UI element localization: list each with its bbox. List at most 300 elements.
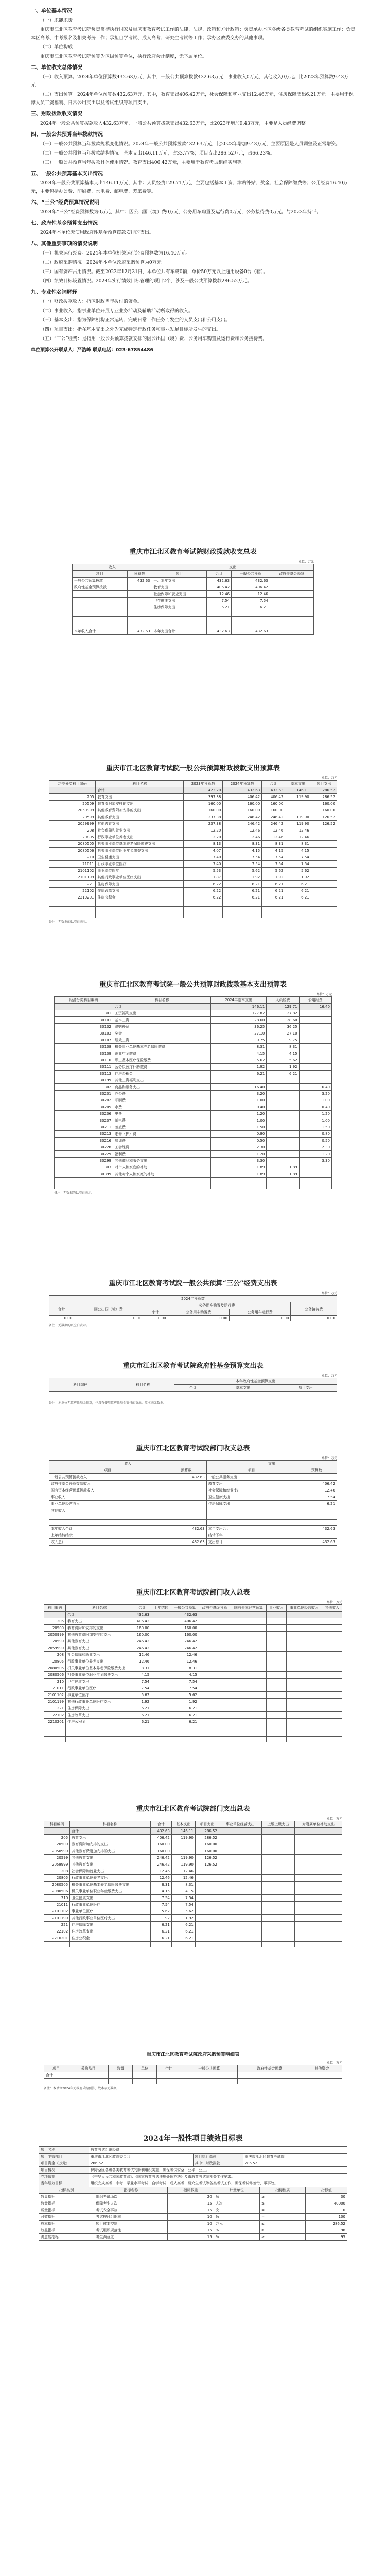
table-cell: 6.21 — [223, 888, 262, 894]
table-cell — [299, 1024, 331, 1030]
table-cell — [199, 1699, 231, 1705]
table-3-section — [0, 979, 386, 1195]
table-cell: 432.63 — [232, 628, 270, 635]
table-cell — [267, 1111, 299, 1117]
table-row — [49, 1487, 337, 1494]
table-cell — [267, 1183, 299, 1189]
table-row — [44, 1888, 342, 1895]
table-note: 备注：本单位2024年无政府采购预算，故本表无数据。 — [44, 2087, 120, 2090]
table-cell — [211, 1077, 267, 1084]
col-header: 一般公共预算 — [171, 1605, 199, 1612]
unit-label: 单位：万元 — [321, 1456, 337, 1460]
table-cell — [49, 907, 96, 912]
table-cell: 行政事业单位医疗 — [66, 1685, 133, 1692]
col-header: 科目名称 — [70, 1821, 150, 1828]
table-cell — [286, 1725, 322, 1731]
table-cell — [295, 1908, 342, 1915]
three-public-expense-table — [49, 1295, 337, 1321]
col-header: 项目 — [44, 2065, 68, 2072]
table-cell: 事业收入 — [49, 1494, 166, 1501]
field-label: 项目执行单位 — [193, 2154, 243, 2160]
paragraph: （四）项目支出：指在基本支出之外为完成特定行政任务和事业发展目标所发生的支出。 — [40, 327, 221, 332]
table-cell — [261, 1928, 294, 1935]
table-cell — [68, 2079, 108, 2084]
table-cell — [195, 1915, 219, 1922]
table-cell: 12.46 — [171, 1868, 195, 1875]
table-cell: 10 — [168, 2221, 214, 2227]
table-row — [44, 1665, 342, 1672]
table-cell — [151, 1705, 171, 1712]
col-header: 一般公共预算 — [181, 2065, 237, 2072]
table-cell — [68, 2072, 108, 2079]
table-cell: 8.31 — [267, 1044, 299, 1050]
table-cell: 160.00 — [133, 1625, 151, 1632]
table-cell: 行政事业单位养老支出 — [70, 1875, 150, 1882]
table-cell — [322, 1737, 342, 1742]
table-row — [55, 1071, 332, 1077]
table-cell — [199, 1645, 231, 1652]
table-cell — [322, 1679, 342, 1685]
table-cell — [195, 1895, 219, 1902]
table-cell: 8.31 — [211, 1044, 267, 1050]
table-cell: 6.21 — [171, 1712, 199, 1719]
table-cell: 30109 — [55, 1050, 113, 1057]
table-cell: 205 — [44, 1835, 70, 1841]
table-cell: 社会保障和就业支出 — [96, 827, 184, 834]
table-cell: 20805 — [44, 1658, 66, 1665]
table-cell — [207, 617, 232, 622]
table-row — [49, 1520, 337, 1526]
table-cell: 合计 — [113, 1004, 211, 1010]
table-note: 备注：无数据的以空白表示。 — [49, 920, 90, 924]
table-cell: 数量指标 — [39, 2200, 94, 2207]
table-cell — [199, 1665, 231, 1672]
table-cell — [151, 1679, 171, 1685]
col-header: 科目名称 — [112, 1378, 174, 1392]
table-cell: 1.92 — [171, 1699, 199, 1705]
table-cell: 160.00 — [195, 1841, 219, 1848]
table-cell: 其他教育支出 — [70, 1861, 150, 1868]
table-8-section — [0, 1803, 386, 1947]
table-cell — [219, 1888, 261, 1895]
department-summary-table — [49, 1460, 337, 1546]
col-header: 支出 — [152, 564, 313, 571]
table-cell — [231, 1685, 267, 1692]
table-cell — [151, 1672, 171, 1679]
table-cell: 12.20 — [184, 827, 223, 834]
table-cell — [270, 584, 313, 591]
table-cell — [286, 1737, 322, 1742]
table-cell: 1.92 — [223, 874, 262, 881]
field-value: 286.52 — [89, 2160, 194, 2167]
table-cell — [199, 1625, 231, 1632]
table-cell: 7.54 — [133, 1685, 151, 1692]
table-cell: 432.63 — [296, 1526, 337, 1532]
paragraph: （一）财政拨款收入：指区财政当年拨付的资金。 — [40, 299, 143, 304]
table-cell: 1.00 — [211, 1117, 267, 1124]
table-cell — [157, 2079, 181, 2084]
col-header: 数量 — [109, 2065, 133, 2072]
table-cell: 奖金 — [113, 1030, 211, 1037]
table-cell: 20599 — [44, 1855, 70, 1861]
table-cell: 考生满意度 — [94, 2234, 168, 2241]
table-cell — [166, 1532, 207, 1539]
table-title: 重庆市江北区教育考试院政府采购预算明细表 — [146, 2052, 239, 2057]
table-cell: 教育费附加安排的支出 — [70, 1841, 150, 1848]
table-cell: 12.46 — [171, 1652, 199, 1658]
table-cell: 0.50 — [299, 1138, 331, 1144]
field-label: 当年绩效目标 — [39, 2180, 89, 2187]
table-cell: 其他对个人和家庭的补助 — [113, 1171, 211, 1178]
table-cell: 432.63 — [127, 578, 152, 584]
table-cell: 432.63 — [296, 1539, 337, 1546]
table-2-section — [0, 762, 386, 924]
table-cell: 119.90 — [285, 794, 311, 801]
table-cell: 301 — [55, 1010, 113, 1017]
table-cell — [66, 1737, 133, 1742]
table-cell: 20509 — [44, 1625, 66, 1632]
table-row — [55, 1151, 332, 1158]
table-cell: 126.52 — [311, 821, 337, 827]
col-header: 采购品目 — [68, 2065, 108, 2072]
table-cell: 6.21 — [133, 1712, 151, 1719]
table-cell: 406.42 — [171, 1618, 199, 1625]
table-cell — [267, 1077, 299, 1084]
table-cell: 1.92 — [171, 1915, 195, 1922]
table-cell: 行政事业单位医疗 — [70, 1902, 150, 1908]
table-cell: 119.90 — [285, 814, 311, 821]
table-cell — [49, 901, 96, 907]
table-cell — [267, 1705, 287, 1712]
table-cell: 7.54 — [296, 1494, 337, 1501]
table-cell: 住房改革支出 — [70, 1928, 150, 1935]
table-cell — [285, 801, 311, 807]
table-cell — [219, 1868, 261, 1875]
col-header: 项目 — [49, 1467, 166, 1474]
table-cell — [207, 611, 232, 617]
table-cell — [231, 1638, 267, 1645]
col-header: 项目支出 — [311, 781, 337, 787]
table-cell — [231, 1665, 267, 1672]
table-cell — [223, 901, 262, 907]
table-row — [55, 1010, 332, 1017]
table-row — [55, 1104, 332, 1111]
table-cell — [199, 1672, 231, 1679]
table-cell — [127, 622, 152, 628]
field-label: 其中：财政拨款 — [193, 2160, 243, 2167]
table-row — [49, 1501, 337, 1507]
table-cell — [171, 1841, 195, 1848]
table-cell — [133, 1725, 151, 1731]
table-cell: 住房保障支出 — [96, 881, 184, 888]
table-cell: 12.46 — [133, 1658, 151, 1665]
table-row — [39, 2160, 347, 2167]
table-cell — [285, 907, 311, 912]
table-cell — [286, 1658, 322, 1665]
table-cell — [55, 1004, 113, 1010]
unit-label: 单位：万元 — [321, 1292, 337, 1295]
table-cell: 7.54 — [171, 1895, 195, 1902]
table-cell — [49, 787, 96, 794]
table-cell — [267, 1638, 287, 1645]
table-cell: 行政事业单位养老支出 — [66, 1658, 133, 1665]
table-row — [44, 1632, 342, 1638]
table-cell: 16.40 — [299, 1004, 331, 1010]
table-cell: 住房公积金 — [96, 894, 184, 901]
table-cell — [322, 1699, 342, 1705]
table-row — [44, 1672, 342, 1679]
table-cell: 15 — [168, 2200, 214, 2207]
table-cell: 其他教育支出 — [96, 814, 184, 821]
table-cell: 组织考试场次 — [94, 2194, 168, 2200]
table-cell: 2101102 — [44, 1908, 70, 1915]
table-cell — [299, 1171, 331, 1178]
col-header: 公务用车运行费 — [230, 1309, 291, 1316]
table-cell — [322, 1685, 342, 1692]
table-cell: 收入总计 — [49, 1539, 166, 1546]
table-cell: ≥ — [260, 2200, 306, 2207]
table-cell — [286, 1731, 322, 1737]
table-cell — [295, 1888, 342, 1895]
table-row — [55, 1131, 332, 1138]
table-row — [49, 848, 337, 854]
paragraph: （三）国有资产占用情况。截至2023年12月31日，本单位共有车辆0辆，单价50万元以上通用设备0台（套）。 — [40, 269, 268, 275]
table-cell: 其他行政事业单位医疗支出 — [66, 1699, 133, 1705]
table-cell — [311, 868, 337, 874]
table-cell: 146.11 — [211, 1004, 267, 1010]
col-header: 上年结转 — [151, 1605, 171, 1612]
table-row — [49, 1474, 337, 1481]
table-cell — [195, 1868, 219, 1875]
col-header: 2023年预算数 — [184, 781, 223, 787]
table-cell: 万元 — [214, 2221, 259, 2227]
table-row — [39, 2194, 347, 2200]
table-cell: 10 — [168, 2214, 214, 2221]
table-cell: 办公费 — [113, 1091, 211, 1097]
table-cell: 246.42 — [262, 814, 285, 821]
table-cell: 2101199 — [49, 874, 96, 881]
table-cell: 6.21 — [262, 881, 285, 888]
table-cell — [73, 611, 128, 617]
col-header: 支出 — [206, 1461, 337, 1467]
table-cell — [151, 1712, 171, 1719]
table-cell: 20509 — [44, 1841, 70, 1848]
table-cell: 160.00 — [150, 1841, 171, 1848]
table-cell: 事业单位医疗 — [66, 1692, 133, 1699]
table-cell: = — [260, 2207, 306, 2214]
general-budget-expenditure-table — [49, 780, 337, 918]
table-cell — [184, 912, 223, 918]
col-header: 基本支出 — [285, 781, 311, 787]
table-cell: 6.21 — [296, 1501, 337, 1507]
table-cell: 160.00 — [195, 1848, 219, 1855]
table-cell: 4.15 — [223, 848, 262, 854]
table-cell — [219, 1942, 261, 1947]
table-cell: 22102 — [44, 1712, 66, 1719]
table-row — [49, 821, 337, 827]
table-cell — [311, 834, 337, 841]
table-row — [55, 1178, 332, 1183]
table-cell: 160.00 — [311, 807, 337, 814]
table-cell: 208 — [44, 1652, 66, 1658]
table-cell: 406.42 — [223, 794, 262, 801]
col-header: 项目 — [152, 571, 207, 578]
table-cell: 6.21 — [211, 1071, 267, 1077]
table-row — [39, 2207, 347, 2214]
table-cell — [299, 1010, 331, 1017]
table-cell — [295, 1828, 342, 1835]
table-cell: 12.46 — [171, 1875, 195, 1882]
table-cell — [295, 1882, 342, 1888]
table-cell — [109, 2079, 133, 2084]
table-cell: 8.13 — [184, 841, 223, 848]
col-header: 一般公共预算 — [232, 571, 270, 578]
table-cell — [295, 1868, 342, 1875]
table-cell: 22102 — [49, 888, 96, 894]
table-row — [55, 1030, 332, 1037]
table-5-section — [0, 1360, 386, 1405]
table-cell: 30110 — [55, 1057, 113, 1064]
table-cell: 406.42 — [133, 1618, 151, 1625]
table-cell — [261, 1935, 294, 1942]
table-cell — [267, 1618, 287, 1625]
table-cell: 1.89 — [267, 1171, 299, 1178]
table-cell: 住房公积金 — [66, 1719, 133, 1725]
table-cell: 432.63 — [133, 1612, 151, 1618]
table-cell: 15 — [168, 2227, 214, 2234]
table-row — [73, 628, 314, 635]
table-cell: 30207 — [55, 1117, 113, 1124]
table-cell: 237.38 — [184, 814, 223, 821]
table-cell: 8.31 — [223, 841, 262, 848]
col-header: 合计 — [174, 1385, 212, 1392]
table-cell: 质量指标 — [39, 2207, 94, 2214]
table-cell — [295, 1848, 342, 1855]
table-cell: 工会经费 — [113, 1144, 211, 1151]
table-cell: 126.52 — [195, 1855, 219, 1861]
table-cell — [262, 901, 285, 907]
table-cell: 2210201 — [44, 1719, 66, 1725]
table-cell: 12.46 — [285, 827, 311, 834]
table-cell: 其他教育支出 — [66, 1638, 133, 1645]
table-row — [39, 2214, 347, 2221]
table-cell — [286, 1625, 322, 1632]
table-cell — [261, 1835, 294, 1841]
table-cell: 住房保障支出 — [70, 1922, 150, 1928]
table-cell — [267, 1665, 287, 1672]
table-cell: 12.46 — [296, 1487, 337, 1494]
col-header: 事业收入 — [267, 1605, 287, 1612]
table-row — [44, 1942, 342, 1947]
table-cell: 4.15 — [133, 1672, 151, 1679]
table-cell — [267, 1138, 299, 1144]
table-row — [55, 1124, 332, 1131]
table-cell: 221 — [44, 1705, 66, 1712]
col-header: 公务用车购置费 — [168, 1309, 229, 1316]
table-cell — [231, 1712, 267, 1719]
table-cell — [311, 894, 337, 901]
table-cell — [223, 912, 262, 918]
table-cell — [195, 1942, 219, 1947]
table-row — [39, 2147, 347, 2154]
table-cell: 36.25 — [267, 1024, 299, 1030]
paragraph: （五）“三公”经费：是指用一般公共预算拨款安排的因公出国（境）费、公务用车购置及运行费和公务接待费。 — [40, 336, 268, 342]
table-cell — [231, 1625, 267, 1632]
table-cell — [267, 1084, 299, 1091]
table-row — [73, 622, 314, 628]
table-cell: 机关事业单位职业年金缴费支出 — [66, 1672, 133, 1679]
performance-goal-table — [39, 2146, 347, 2187]
table-cell — [286, 1679, 322, 1685]
table-cell: ≤ — [260, 2221, 306, 2227]
table-cell — [322, 1705, 342, 1712]
table-cell — [219, 1841, 261, 1848]
paragraph: （二）一般公共预算当年拨款结构情况。基本支出146.11万元，占33.77%；项目支出286.52万元，占66.23%。 — [40, 151, 275, 156]
table-row — [44, 1612, 342, 1618]
table-cell — [267, 1625, 287, 1632]
table-cell: 一、本年支出 — [152, 578, 207, 584]
table-cell: 160.00 — [184, 801, 223, 807]
table-cell — [261, 1841, 294, 1848]
table-cell — [73, 591, 128, 598]
table-cell: 保障考生人次 — [94, 2200, 168, 2207]
table-cell: 406.42 — [296, 1481, 337, 1487]
table-cell — [231, 1731, 267, 1737]
table-cell: 160.00 — [223, 807, 262, 814]
table-9-section — [0, 2050, 386, 2090]
table-cell — [322, 1612, 342, 1618]
table-cell — [151, 1685, 171, 1692]
table-cell: 246.42 — [150, 1861, 171, 1868]
table-cell — [311, 888, 337, 894]
table-cell — [73, 622, 128, 628]
col-header: 科目名称 — [96, 781, 184, 787]
table-cell — [199, 1632, 231, 1638]
table-cell: 政府性基金预算拨款收入 — [49, 1481, 166, 1487]
unit-label: 单位：万元 — [326, 2061, 342, 2065]
table-cell — [311, 827, 337, 834]
table-cell: 30202 — [55, 1097, 113, 1104]
table-cell: 5.62 — [267, 1057, 299, 1064]
table-cell — [285, 912, 311, 918]
table-cell — [195, 1928, 219, 1935]
table-cell: 7.54 — [285, 861, 311, 868]
table-cell: 1.92 — [211, 1064, 267, 1071]
table-cell: 机关事业单位职业年金缴费支出 — [96, 848, 184, 854]
table-row — [49, 1526, 337, 1532]
table-cell — [299, 1057, 331, 1064]
table-cell — [55, 1183, 113, 1189]
table-row — [39, 2200, 347, 2207]
table-cell — [199, 1638, 231, 1645]
table-cell: 423.20 — [184, 787, 223, 794]
section-heading: 五、一般公共预算基本支出情况 — [31, 171, 103, 177]
table-cell — [322, 1712, 342, 1719]
table-row — [73, 598, 314, 604]
table-note: 备注：无数据的以空白表示。 — [49, 1324, 90, 1327]
table-cell — [270, 598, 313, 604]
table-cell: 合计 — [96, 787, 184, 794]
table-cell — [299, 1064, 331, 1071]
table-cell: 印刷费 — [113, 1097, 211, 1104]
table-cell — [151, 1612, 171, 1618]
table-cell: 432.63 — [207, 628, 232, 635]
table-cell — [181, 2079, 237, 2084]
paragraph: （一）收入预算。2024年单位预算数432.63万元，其中，一般公共预算拨款432.63万元，事业收入0万元，其他收入0万元。比2023年预算数9.43万元。 — [31, 75, 349, 88]
table-cell: 邮电费 — [113, 1117, 211, 1124]
table-row — [49, 841, 337, 848]
table-cell: 30206 — [55, 1111, 113, 1117]
